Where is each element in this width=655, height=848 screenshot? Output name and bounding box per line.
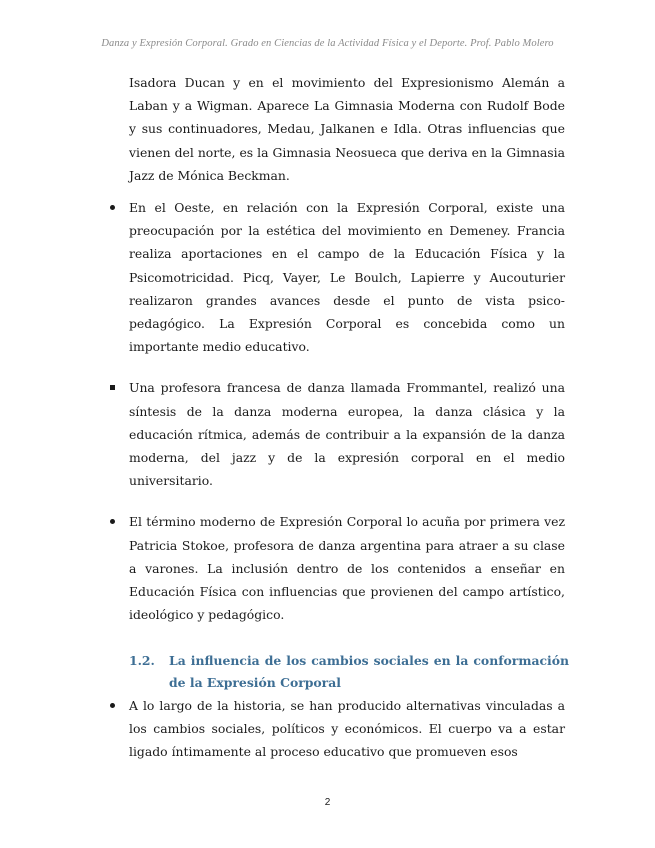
bullet-dot-icon — [110, 205, 115, 210]
bullet-square-icon — [110, 385, 115, 390]
list-item-text: A lo largo de la historia, se han producido alternativas vinculadas a los cambios sociales, políticos y económicos. El cuerpo va a estar ligado íntimamente al proceso educativo que promueven esos — [129, 698, 565, 760]
list-item — [0, 694, 655, 764]
continuation-paragraph: Isadora Ducan y en el movimiento del Expresionismo Alemán a Laban y a Wigman. Aparece La Gimnasia Moderna con Rudolf Bode y sus continuadores, Medau, Jalkanen e Idla. Otras influencias que vienen del norte, es la Gimnasia Neosueca que deriva en la Gimnasia Jazz de Mónica Beckman. — [129, 75, 565, 183]
running-header: Danza y Expresión Corporal. Grado en Ciencias de la Actividad Física y el Deporte. Prof. Pablo Molero — [101, 38, 554, 49]
list-item-text: En el Oeste, en relación con la Expresión Corporal, existe una preocupación por la estética del movimiento en Demeney. Francia realiza aportaciones en el campo de la Educación Física y la Psicomotricidad. Picq, Vayer, Le Boulch, Lapierre y Aucouturier realizaron grandes avances desde el punto de vista psico-pedagógico. La Expresión Corporal es concebida como un importante medio educativo. — [129, 200, 565, 355]
section-number: 1.2. — [129, 653, 155, 668]
list-item — [0, 196, 655, 358]
list-item-text: El término moderno de Expresión Corporal lo acuña por primera vez Patricia Stokoe, profesora de danza argentina para atraer a su clase a varones. La inclusión dentro de los contenidos a enseñar en Educación Física con influencias que provienen del campo artístico, ideológico y pedagógico. — [129, 514, 565, 623]
section-heading — [129, 650, 569, 693]
page-number: 2 — [324, 797, 331, 808]
list-item — [0, 510, 655, 626]
bullet-dot-icon — [110, 703, 115, 708]
section-title: La influencia de los cambios sociales en la conformación de la Expresión Corporal — [169, 653, 569, 690]
bullet-dot-icon — [110, 519, 115, 524]
bullet-list-section — [0, 694, 655, 782]
bullet-list — [0, 196, 655, 644]
list-item-text: Una profesora francesa de danza llamada Frommantel, realizó una síntesis de la danza moderna europea, la danza clásica y la educación rítmica, además de contribuir a la expansión de la danza moderna, del jazz y de la expresión corporal en el medio universitario. — [129, 380, 565, 489]
list-item — [0, 376, 655, 492]
